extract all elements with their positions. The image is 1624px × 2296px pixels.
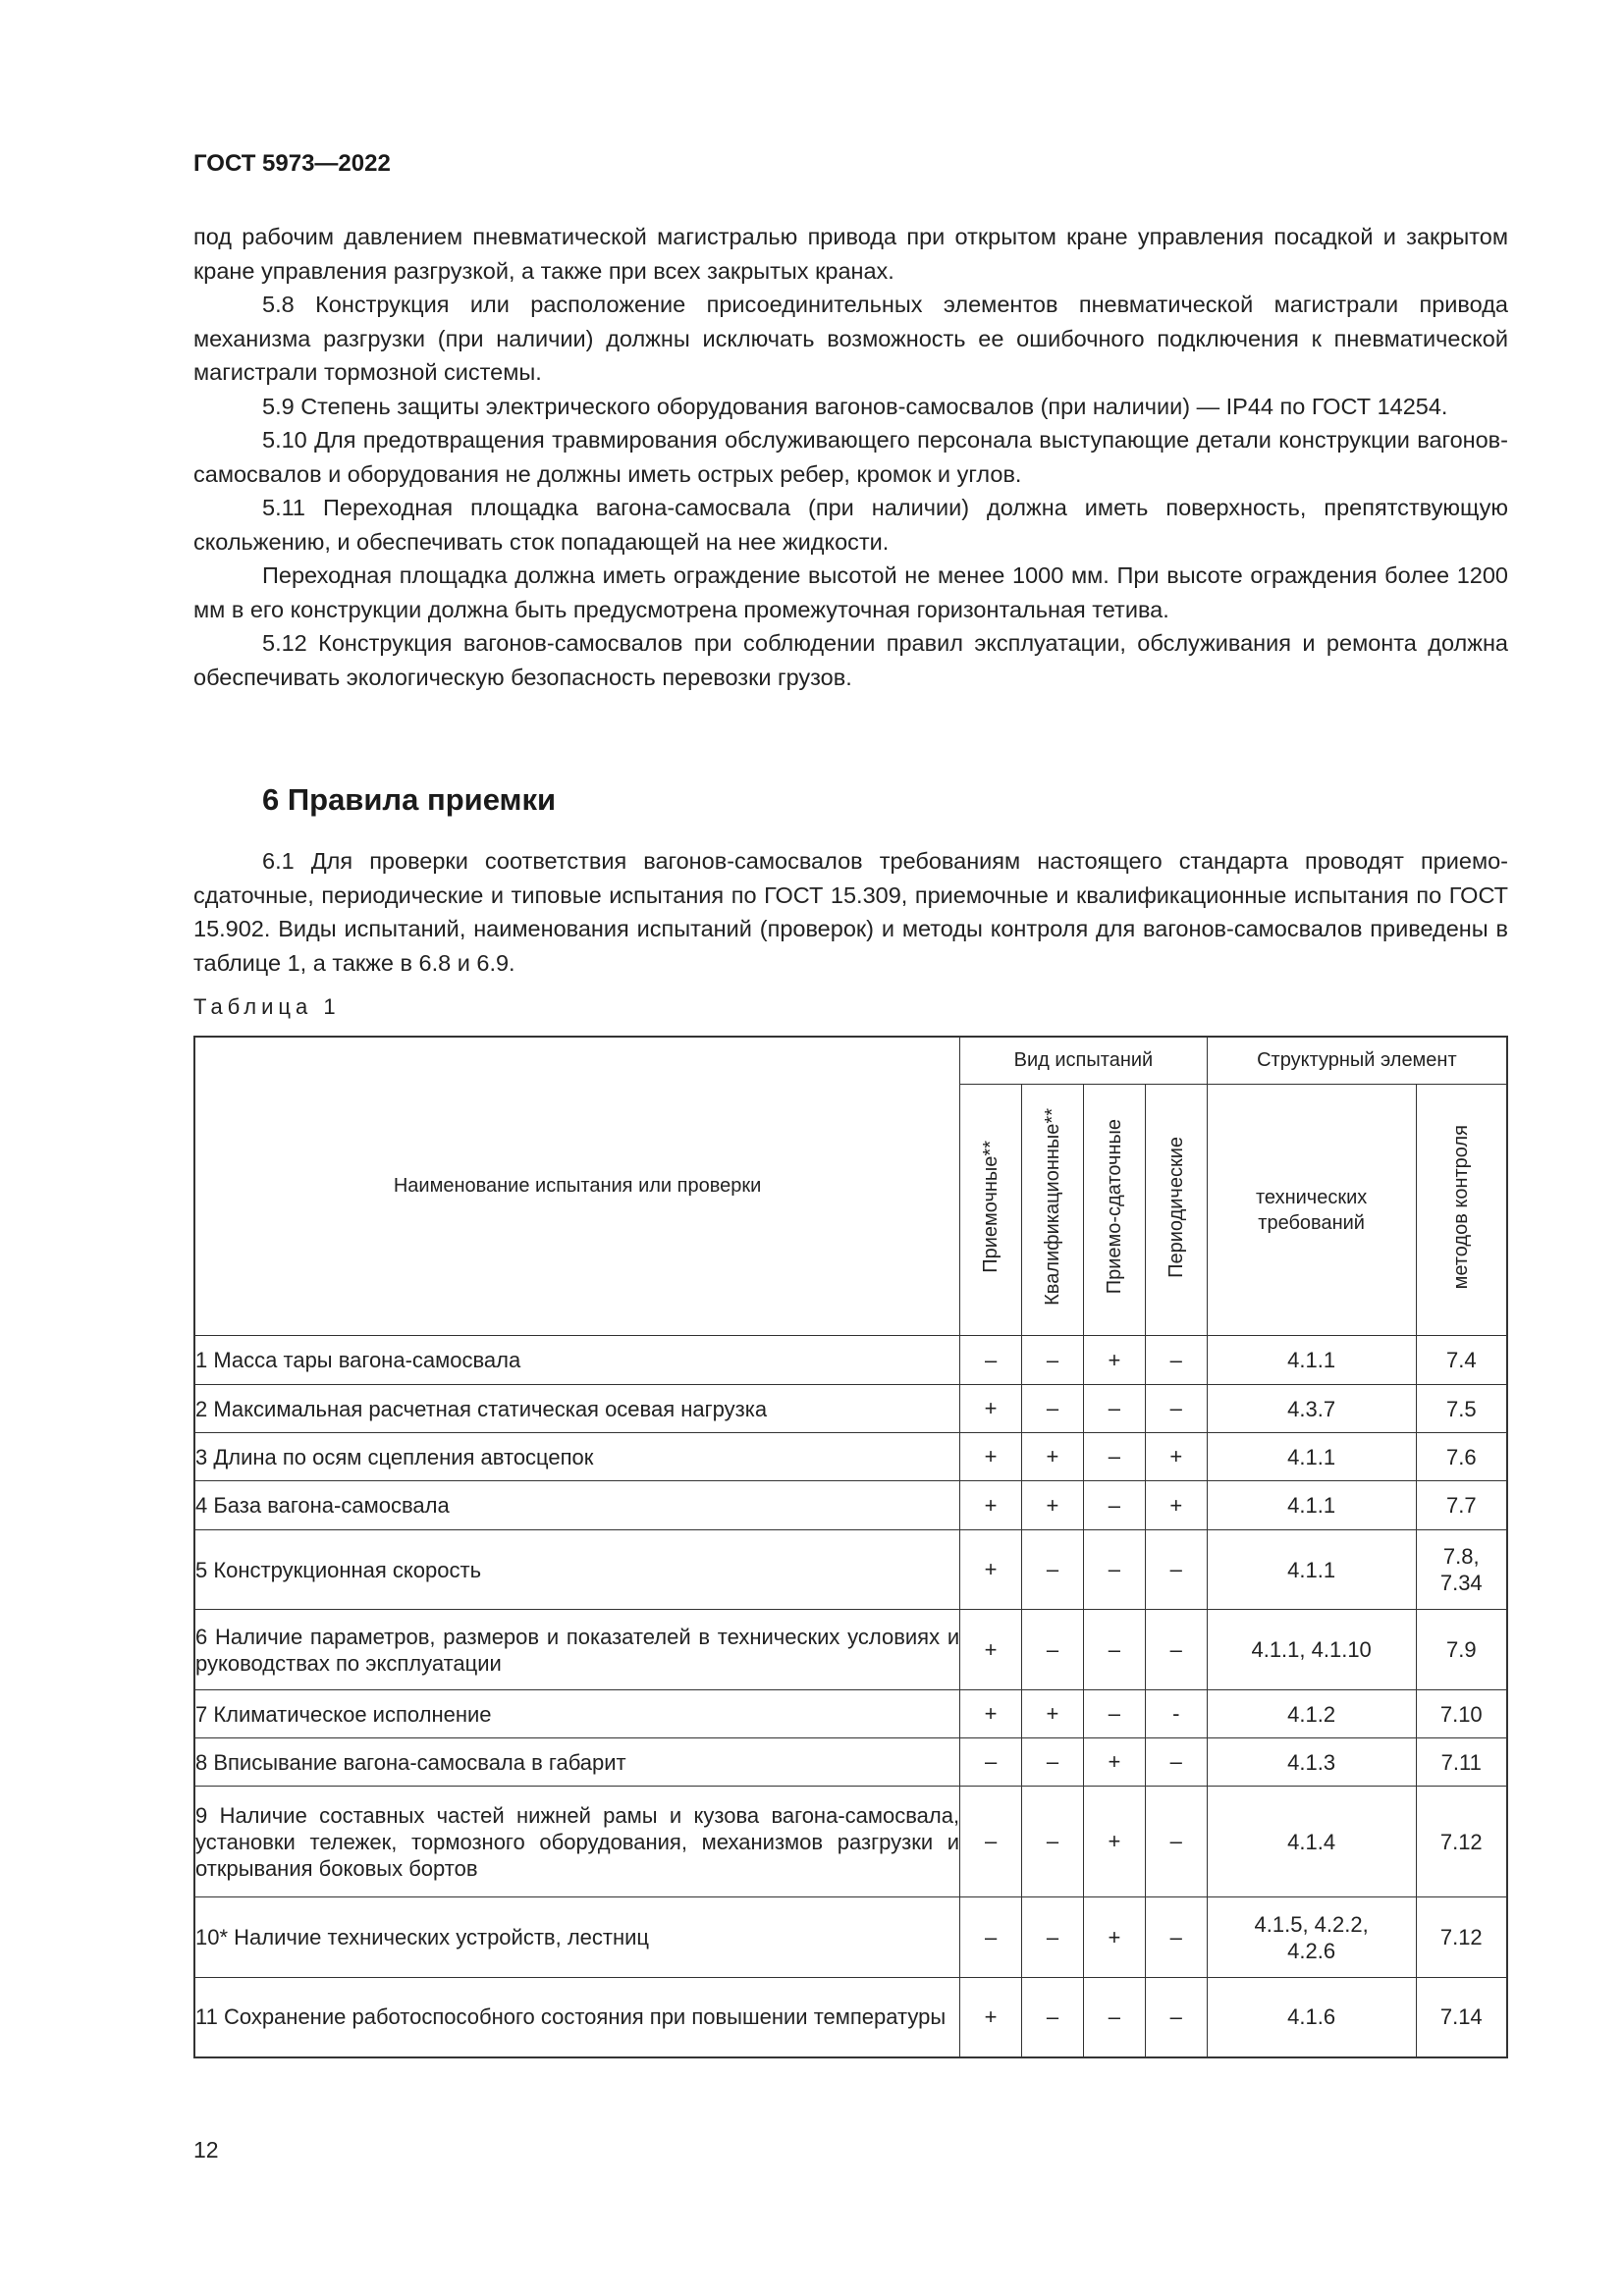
requirement-ref: 4.1.1 [1207, 1530, 1416, 1610]
table-row [194, 1610, 1507, 1690]
test-name: 7 Климатическое исполнение [194, 1690, 960, 1738]
requirement-ref: 4.1.5, 4.2.2, 4.2.6 [1207, 1897, 1416, 1978]
method-ref: 7.12 [1416, 1897, 1507, 1978]
mark-cell: – [1145, 1336, 1207, 1385]
mark-cell: – [960, 1897, 1022, 1978]
paragraph: Переходная площадка должна иметь ограждение высотой не менее 1000 мм. При высоте ограждения более 1200 мм в его конструкции должна быть предусмотрена промежуточная горизонтальная тетива. [193, 562, 1508, 622]
test-name: 3 Длина по осям сцепления автосцепок [194, 1433, 960, 1481]
mark-cell: + [1022, 1481, 1084, 1530]
requirement-ref: 4.1.1 [1207, 1481, 1416, 1530]
mark-cell: + [1083, 1897, 1145, 1978]
mark-cell: + [1022, 1433, 1084, 1481]
requirement-ref: 4.3.7 [1207, 1385, 1416, 1433]
paragraph: 5.10 Для предотвращения травмирования обслуживающего персонала выступающие детали конструкции вагонов-самосвалов и оборудования не должны иметь острых ребер, кромок и углов. [193, 427, 1508, 487]
mark-cell: + [960, 1481, 1022, 1530]
mark-cell: – [1022, 1978, 1084, 2057]
mark-cell: + [960, 1433, 1022, 1481]
table-row [194, 1978, 1507, 2057]
test-name: 9 Наличие составных частей нижней рамы и кузова вагона-самосвала, установки тележек, тормозного оборудования, механизмов разгрузки и открывания боковых бортов [194, 1787, 960, 1897]
test-name: 11 Сохранение работоспособного состояния при повышении температуры [194, 1978, 960, 2057]
mark-cell: + [1022, 1690, 1084, 1738]
table-row [194, 1385, 1507, 1433]
table-row [194, 1481, 1507, 1530]
table-row [194, 1787, 1507, 1897]
table-row [194, 1336, 1507, 1385]
method-ref: 7.6 [1416, 1433, 1507, 1481]
test-name: 10* Наличие технических устройств, лестниц [194, 1897, 960, 1978]
table-row [194, 1897, 1507, 1978]
paragraph: под рабочим давлением пневматической магистралью привода при открытом кране управления посадкой и закрытом кране управления разгрузкой, а также при всех закрытых кранах. [193, 224, 1508, 284]
mark-cell: – [1022, 1610, 1084, 1690]
method-ref: 7.7 [1416, 1481, 1507, 1530]
method-ref: 7.11 [1416, 1738, 1507, 1787]
mark-cell: + [1083, 1738, 1145, 1787]
mark-cell: – [1022, 1738, 1084, 1787]
mark-cell: – [1145, 1978, 1207, 2057]
mark-cell: + [1083, 1336, 1145, 1385]
mark-cell: – [1083, 1978, 1145, 2057]
column-header-name: Наименование испытания или проверки [194, 1037, 960, 1336]
column-header-label: Приемочные** [980, 1141, 1002, 1273]
method-ref: 7.10 [1416, 1690, 1507, 1738]
mark-cell: – [1145, 1738, 1207, 1787]
mark-cell: – [1022, 1336, 1084, 1385]
requirement-ref: 4.1.3 [1207, 1738, 1416, 1787]
test-name: 8 Вписывание вагона-самосвала в габарит [194, 1738, 960, 1787]
requirement-ref: 4.1.1 [1207, 1336, 1416, 1385]
requirement-ref: 4.1.1 [1207, 1433, 1416, 1481]
test-name: 5 Конструкционная скорость [194, 1530, 960, 1610]
table-row [194, 1690, 1507, 1738]
column-header-control-methods [1416, 1085, 1507, 1336]
document-header: ГОСТ 5973—2022 [193, 150, 391, 177]
tests-table [193, 1036, 1508, 2058]
column-header-qualification [1022, 1085, 1084, 1336]
column-header-tech-requirements: технических требований [1207, 1085, 1416, 1336]
mark-cell: – [1022, 1787, 1084, 1897]
mark-cell: – [1083, 1530, 1145, 1610]
section-title: 6 Правила приемки [262, 782, 557, 817]
mark-cell: – [1022, 1530, 1084, 1610]
column-header-label: Приемо-сдаточные [1103, 1119, 1125, 1295]
mark-cell: – [960, 1738, 1022, 1787]
section-body [193, 844, 1508, 980]
paragraph: 5.11 Переходная площадка вагона-самосвала (при наличии) должна иметь поверхность, препятствующую скольжению, и обеспечивать сток попадающей на нее жидкости. [193, 495, 1508, 555]
mark-cell: + [960, 1385, 1022, 1433]
mark-cell: – [1022, 1385, 1084, 1433]
method-ref: 7.12 [1416, 1787, 1507, 1897]
mark-cell: + [1145, 1481, 1207, 1530]
mark-cell: + [1083, 1787, 1145, 1897]
mark-cell: + [960, 1610, 1022, 1690]
test-name: 6 Наличие параметров, размеров и показателей в технических условиях и руководствах по эксплуатации [194, 1610, 960, 1690]
method-ref: 7.14 [1416, 1978, 1507, 2057]
mark-cell: + [960, 1530, 1022, 1610]
mark-cell: – [1145, 1610, 1207, 1690]
requirement-ref: 4.1.4 [1207, 1787, 1416, 1897]
requirement-ref: 4.1.6 [1207, 1978, 1416, 2057]
column-header-periodic [1145, 1085, 1207, 1336]
mark-cell: – [960, 1336, 1022, 1385]
mark-cell: – [1083, 1690, 1145, 1738]
table-row [194, 1530, 1507, 1610]
paragraph: 6.1 Для проверки соответствия вагонов-самосвалов требованиям настоящего стандарта проводят приемо-сдаточные, периодические и типовые испытания по ГОСТ 15.309, приемочные и квалификационные испытания по ГОСТ 15.902. Виды испытаний, наименования испытаний (проверок) и методы контроля для вагонов-самосвалов приведены в таблице 1, а также в 6.8 и 6.9. [193, 848, 1508, 976]
column-group-test-types: Вид испытаний [960, 1037, 1208, 1085]
mark-cell: – [1145, 1787, 1207, 1897]
mark-cell: + [960, 1978, 1022, 2057]
mark-cell: – [960, 1787, 1022, 1897]
paragraph: 5.8 Конструкция или расположение присоединительных элементов пневматической магистрали привода механизма разгрузки (при наличии) должны исключать возможность ее ошибочного подключения к пневматической магистрали тормозной системы. [193, 292, 1508, 385]
requirement-ref: 4.1.2 [1207, 1690, 1416, 1738]
mark-cell: – [1145, 1385, 1207, 1433]
mark-cell: + [960, 1690, 1022, 1738]
method-ref: 7.5 [1416, 1385, 1507, 1433]
method-ref: 7.4 [1416, 1336, 1507, 1385]
mark-cell: + [1145, 1433, 1207, 1481]
paragraph: 5.9 Степень защиты электрического оборудования вагонов-самосвалов (при наличии) — IP44 по ГОСТ 14254. [262, 393, 1448, 419]
column-header-acceptance [960, 1085, 1022, 1336]
column-group-structural-element: Структурный элемент [1207, 1037, 1507, 1085]
method-ref: 7.8, 7.34 [1416, 1530, 1507, 1610]
mark-cell: – [1083, 1610, 1145, 1690]
mark-cell: – [1083, 1481, 1145, 1530]
requirement-ref: 4.1.1, 4.1.10 [1207, 1610, 1416, 1690]
test-name: 4 База вагона-самосвала [194, 1481, 960, 1530]
column-header-label: методов контроля [1450, 1124, 1473, 1290]
mark-cell: – [1083, 1433, 1145, 1481]
body-text [193, 220, 1508, 694]
method-ref: 7.9 [1416, 1610, 1507, 1690]
table-row [194, 1433, 1507, 1481]
page-number: 12 [193, 2137, 219, 2163]
test-name: 1 Масса тары вагона-самосвала [194, 1336, 960, 1385]
column-header-delivery [1083, 1085, 1145, 1336]
mark-cell: – [1145, 1530, 1207, 1610]
mark-cell: – [1022, 1897, 1084, 1978]
table-row [194, 1738, 1507, 1787]
mark-cell: – [1083, 1385, 1145, 1433]
paragraph: 5.12 Конструкция вагонов-самосвалов при соблюдении правил эксплуатации, обслуживания и ремонта должна обеспечивать экологическую безопасность перевозки грузов. [193, 630, 1508, 690]
mark-cell: - [1145, 1690, 1207, 1738]
mark-cell: – [1145, 1897, 1207, 1978]
column-header-label: Квалификационные** [1041, 1108, 1063, 1306]
test-name: 2 Максимальная расчетная статическая осевая нагрузка [194, 1385, 960, 1433]
column-header-label: Периодические [1164, 1136, 1187, 1278]
table-caption: Таблица 1 [193, 994, 341, 1019]
